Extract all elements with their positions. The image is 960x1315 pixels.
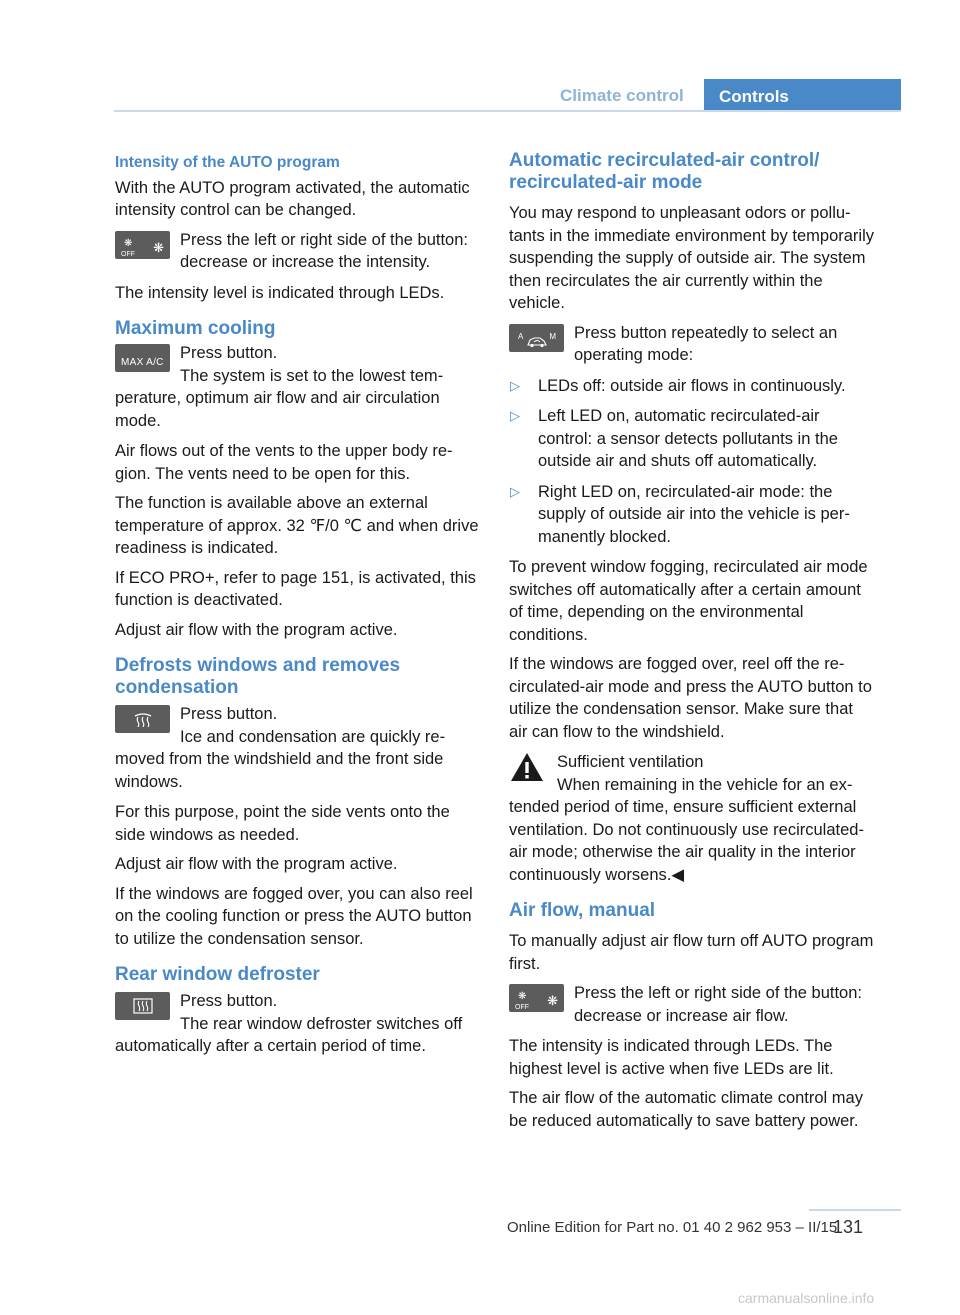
icon-text: Press the left or right side of the button: decrease or increase the intensity. — [180, 230, 468, 271]
icon-text: Press button repeatedly to select an operating mode: — [574, 323, 838, 364]
paragraph: The air flow of the automatic climate control may be reduced automatically to save battery power. — [509, 1089, 863, 1130]
icon-text-line1: Press button. — [180, 992, 278, 1010]
off-label: OFF — [121, 250, 135, 258]
rear-defrost-icon — [133, 998, 153, 1014]
max-ac-label: MAX A/C — [121, 357, 164, 368]
icon-text-line2: The rear window defroster switches off automatically after a certain period of time. — [115, 1014, 463, 1055]
list-item — [509, 481, 874, 549]
icon-text-line1: Press button. — [180, 705, 278, 723]
watermark: carmanualsonline.info — [738, 1290, 875, 1306]
footer-edition: Online Edition for Part no. 01 40 2 962 953 – II/15 — [507, 1219, 838, 1236]
fan-icon: ❋ — [547, 993, 558, 1008]
bullet-triangle-icon: ▷ — [510, 408, 520, 423]
list-item — [509, 375, 874, 398]
off-label: OFF — [515, 1004, 529, 1011]
warning-title: Sufficient ventilation — [557, 753, 704, 771]
heading-defrost: Defrosts windows and removes condensation — [115, 655, 401, 698]
paragraph: Adjust air flow with the program active. — [115, 620, 398, 639]
mode-list — [509, 375, 874, 549]
icon-block-recirculation — [509, 322, 874, 367]
paragraph: You may respond to unpleasant odors or pollutants in the immediate environment by temporarily suspending the supply of outside air. The system then recirculates the air currently within the vehicle. — [509, 204, 874, 312]
header-section-title: Climate control — [560, 86, 684, 105]
recirculation-icon — [526, 335, 548, 348]
bullet-triangle-icon: ▷ — [510, 377, 520, 393]
icon-block-air-flow — [509, 982, 874, 1027]
list-item-text: Left LED on, automatic recirculated-air control: a sensor detects pollutants in the outside air and shuts off automatically. — [538, 407, 838, 470]
paragraph: The function is available above an external temperature of approx. 32 ℉/0 ℃ and when drive readiness is indicated. — [115, 494, 479, 557]
heading-max-cooling: Maximum cooling — [115, 318, 276, 339]
heading-recirculation: Automatic recirculated-air control/ recirculated-air mode — [509, 150, 820, 193]
warning-text: When remaining in the vehicle for an extended period of time, ensure sufficient external ventilation. Do not continuously use recirculated-air mode; otherwise the air quality in the interior continuously worsens.◀ — [509, 775, 864, 884]
paragraph: The intensity is indicated through LEDs. The highest level is active when five LEDs are lit. — [509, 1037, 834, 1078]
icon-text-line1: Press button. — [180, 344, 278, 362]
max-ac-button-icon — [115, 344, 170, 372]
heading-air-flow-manual: Air flow, manual — [509, 900, 656, 921]
bullet-triangle-icon: ▷ — [510, 483, 520, 499]
list-item — [509, 405, 874, 473]
fan-small-icon: ❋ — [518, 991, 527, 1002]
icon-block-defrost — [115, 703, 480, 793]
list-item-text: LEDs off: outside air flows in continuously. — [538, 376, 846, 395]
paragraph: If the windows are fogged over, you can also reel on the cooling function or press the AUTO button to utilize the condensation sensor. — [115, 884, 473, 948]
auto-label: A — [518, 331, 524, 341]
footer-rule — [809, 1209, 901, 1211]
paragraph: If the windows are fogged over, reel off the recirculated-air mode and press the AUTO button to utilize the condensation sensor. Make sure that air can flow to the windshield. — [509, 655, 872, 741]
paragraph: To prevent window fogging, recirculated air mode switches off automatically after a certain amount of time, depending on the environmental conditions. — [509, 558, 868, 644]
icon-block-max-cooling — [115, 342, 480, 432]
header-rule — [114, 110, 901, 112]
icon-text-line2: Ice and condensation are quickly removed from the windshield and the front side windows. — [115, 727, 446, 791]
right-column — [509, 148, 874, 1139]
icon-block-intensity — [115, 229, 480, 274]
heading-rear-defroster: Rear window defroster — [115, 964, 320, 985]
warning-block — [509, 751, 874, 886]
list-item-text: Right LED on, recirculated-air mode: the supply of outside air into the vehicle is permanently blocked. — [538, 482, 850, 546]
icon-text: Press the left or right side of the button: decrease or increase air flow. — [574, 984, 862, 1025]
recirculation-button-icon — [509, 324, 564, 352]
paragraph: Adjust air flow with the program active. — [115, 855, 398, 873]
paragraph: For this purpose, point the side vents onto the side windows as needed. — [115, 803, 450, 844]
icon-text-line2: The system is set to the lowest temperature, optimum air flow and air circulation mode. — [115, 366, 444, 430]
defrost-button-icon — [115, 705, 170, 733]
left-column — [115, 148, 480, 1066]
fan-small-icon: ❋ — [124, 237, 133, 249]
paragraph: Air flows out of the vents to the upper body region. The vents need to be open for this. — [115, 442, 453, 483]
header-tab-controls: Controls — [704, 79, 901, 112]
warning-icon — [509, 751, 545, 783]
defrost-icon — [133, 711, 153, 727]
paragraph: The intensity level is indicated through LEDs. — [115, 283, 445, 302]
page-number: 131 — [833, 1217, 864, 1237]
fan-off-button-icon — [509, 984, 564, 1012]
manual-label: M — [549, 331, 556, 341]
paragraph: To manually adjust air flow turn off AUTO program first. — [509, 932, 874, 973]
fan-icon: ❋ — [153, 239, 164, 255]
icon-block-rear-defroster — [115, 990, 480, 1058]
heading-intensity: Intensity of the AUTO program — [115, 154, 340, 171]
rear-defrost-button-icon — [115, 992, 170, 1020]
paragraph: If ECO PRO+, refer to page 151, is activated, this function is deactivated. — [115, 568, 476, 609]
fan-off-button-icon — [115, 231, 170, 259]
paragraph: With the AUTO program activated, the automatic intensity control can be changed. — [115, 178, 470, 219]
